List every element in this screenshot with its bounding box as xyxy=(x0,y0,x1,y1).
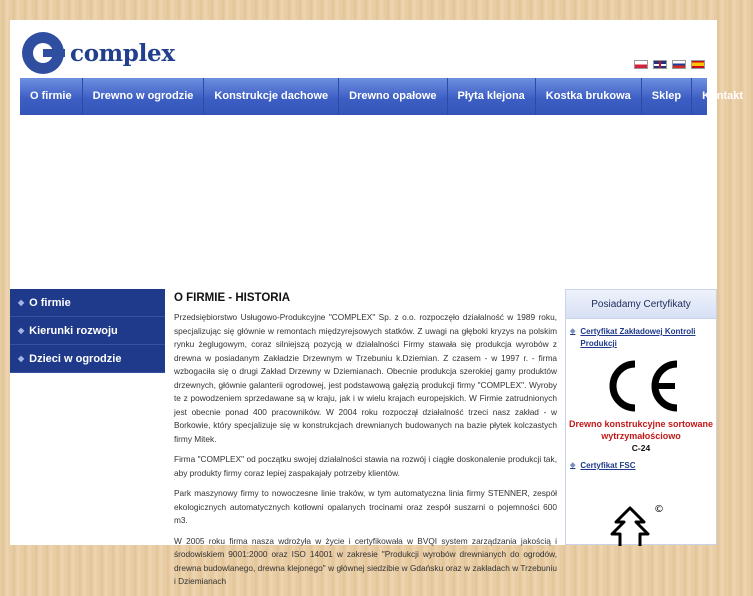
nav-item-kostka-brukowa[interactable]: Kostka brukowa xyxy=(536,78,642,115)
diamond-bullet-icon: ◆ xyxy=(570,462,576,469)
certificate-link-label: Certyfikat Zakładowej Kontroli Produkcji xyxy=(580,327,696,348)
language-switcher xyxy=(634,60,705,69)
history-paragraph: Firma "COMPLEX" od początku swojej działalności stawia na rozwój i ciągłe doskonalenie produkcji tak, aby produkty firmy coraz lepiej zaspakajały potrzeby klientów. xyxy=(174,454,557,478)
nav-item-drewno-w-ogrodzie[interactable]: Drewno w ogrodzie xyxy=(83,78,205,115)
sidebar-item-o-firmie[interactable] xyxy=(10,289,165,317)
main-nav xyxy=(20,78,744,115)
diamond-bullet-icon: ◆ xyxy=(18,353,25,363)
flag-pl-icon[interactable] xyxy=(634,60,648,69)
brand-name: complex xyxy=(70,39,175,67)
diamond-bullet-icon: ◆ xyxy=(18,297,25,307)
fsc-tree-icon xyxy=(606,500,666,551)
class-label: C-24 xyxy=(631,443,651,453)
certificates-panel xyxy=(565,289,717,545)
sidebar-item-label: Dzieci w ogrodzie xyxy=(29,352,122,365)
nav-item-kontakt[interactable]: Kontakt xyxy=(702,90,744,102)
flag-en-icon[interactable] xyxy=(653,60,667,69)
diamond-bullet-icon: ◆ xyxy=(570,328,576,335)
nav-item-o-firmie[interactable]: O firmie xyxy=(20,78,83,115)
nav-item-konstrukcje-dachowe[interactable]: Konstrukcje dachowe xyxy=(204,78,339,115)
page-title: O FIRMIE - HISTORIA xyxy=(174,292,291,304)
sidebar-item-label: Kierunki rozwoju xyxy=(29,324,118,337)
history-paragraph: W 2005 roku firma nasza wdrożyła w życie i certyfikowała w BVQI system zarządzania jakością i środowiskiem 9001:2000 oraz ISO 14001 w zakresie "Produkcji wyrobów drewnianych do ogrodów, drewna budowlanego, drewna klejonego" w głównej siedzibie w Gdańsku oraz w zakładach w Trzebuniu i Dziemianach xyxy=(174,535,557,586)
certificate-link-label: Certyfikat FSC xyxy=(580,461,636,470)
main-content xyxy=(174,292,557,596)
flag-ru-icon[interactable] xyxy=(672,60,686,69)
sidebar-item-label: O firmie xyxy=(29,296,71,309)
logo[interactable] xyxy=(22,32,175,74)
certificate-link-zkp[interactable] xyxy=(566,319,716,350)
certificates-title: Posiadamy Certyfikaty xyxy=(566,290,716,319)
complex-logo-icon xyxy=(22,32,64,74)
flag-es-icon[interactable] xyxy=(691,60,705,69)
nav-item-drewno-opalowe[interactable]: Drewno opałowe xyxy=(339,78,447,115)
diamond-bullet-icon: ◆ xyxy=(18,325,25,335)
fsc-copyright-symbol: © xyxy=(654,504,664,515)
ce-mark-icon xyxy=(566,358,716,414)
banner-area xyxy=(20,116,707,286)
nav-item-plyta-klejona[interactable]: Płyta klejona xyxy=(448,78,536,115)
sidebar xyxy=(10,289,165,373)
sidebar-item-dzieci-w-ogrodzie[interactable] xyxy=(10,345,165,373)
nav-item-sklep[interactable]: Sklep xyxy=(642,78,692,115)
sidebar-item-kierunki-rozwoju[interactable] xyxy=(10,317,165,345)
certificate-link-fsc[interactable] xyxy=(566,453,716,472)
strength-label: Drewno konstrukcyjne sortowane wytrzymałościowo xyxy=(568,419,714,441)
page xyxy=(10,20,744,586)
history-paragraph: Park maszynowy firmy to nowoczesne linie traków, w tym automatyczna linia firmy STENNER, zespół ekologicznych automatycznych kotłowni opalanych trocinami oraz zespół suszarni o pojemności 600 m3. xyxy=(174,488,557,525)
history-paragraph: Przedsiębiorstwo Usługowo-Produkcyjne "COMPLEX" Sp. z o.o. rozpoczęło działalność w 1989 roku, specjalizując się głównie w remontach międzyrejsowych statków. Z uwagi na głęboki kryzys na polskim rynku żeglugowym, coraz silniejszą pozycją w działalności Firmy stawała się produkcja wyrobów z drewna w posiadanym Zakładzie Drzewnym w Trzebuniu k.Dziemian. Z czasem - w 1997 r. - firma wzbogaciła się o drugi Zakład Drzewny w Dziemianach. Obecnie produkcja szerokiej gamy produktów drzewnych, głównie galanterii ogrodowej, jest podstawową gałęzią produkcji firmy "COMPLEX". Wyroby te z powodzeniem sprzedawane są w kraju, jak i w wielu krajach europejskich. W Firmie zatrudnionych jest obecnie ponad 400 pracowników. W 2004 roku rozpoczął działalność trzeci nasz zakład - w Borkowie, który specjalizuje się w konstrukcjach drewnianych budowanych na bazie płytek kolczastych firmy Mitek. xyxy=(174,312,557,444)
